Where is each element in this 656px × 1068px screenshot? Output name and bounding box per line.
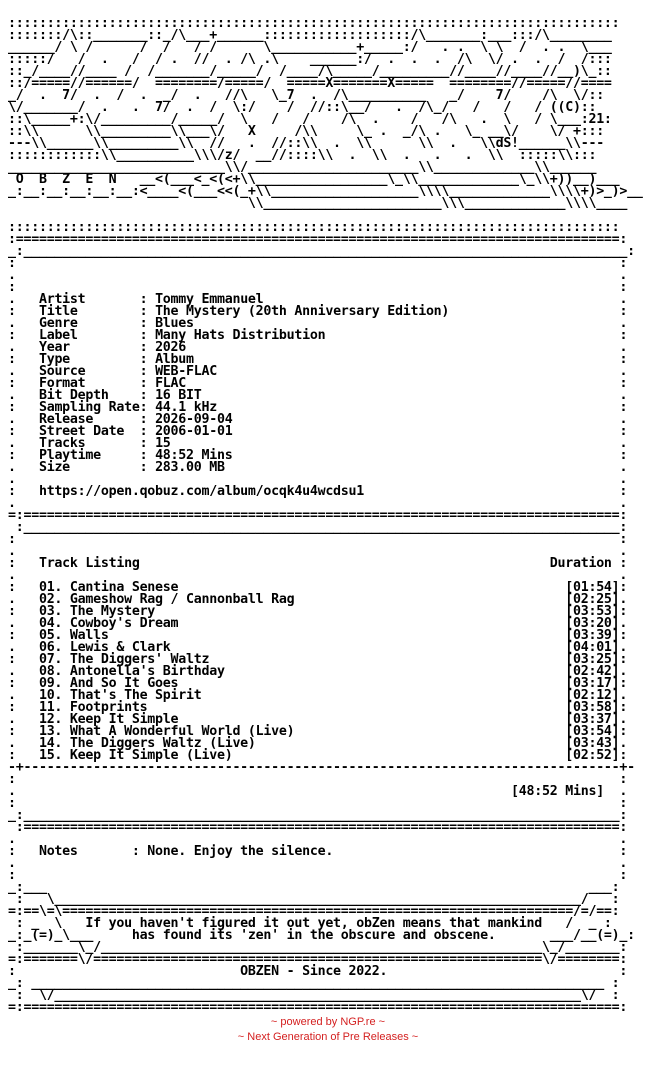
ascii-banner-line: ::\_____+:\/_________/_____/ \ / / /\ . / /\ . \ / \___:21: [8, 112, 612, 127]
track-row: : 07. The Diggers' Waltz [03:25]: [8, 652, 628, 667]
info-label-source: Source : [15, 364, 156, 379]
info-value-year: 2026 [155, 340, 620, 355]
info-border: : [8, 304, 16, 319]
info-border: . [619, 412, 628, 427]
info-border: : [8, 352, 16, 367]
track-row: : 05. Walls [03:39]: [8, 628, 628, 643]
info-value-title: The Mystery (20th Anniversary Edition) [155, 304, 620, 319]
album-url: : https://open.qobuz.com/album/ocqk4u4wcdsu1 : [8, 484, 628, 499]
info-label-year: Year : [15, 340, 156, 355]
info-border: . [8, 316, 16, 331]
info-value-genre: Blues [155, 316, 620, 331]
info-value-release: 2026-09-04 [155, 412, 620, 427]
nfo-line: : : [8, 532, 628, 547]
info-value-artist: Tommy Emmanuel [155, 292, 620, 307]
ascii-banner-line: \/_______/ . . 7/ . / \:/ / //::\__/ . /\_/ / / / ((C):: [8, 100, 597, 115]
ascii-banner-line: ::_/____//____ / /_______/_____/ /____/\_____/_________//____//____//__)\_:: [8, 64, 612, 79]
track-row: . 14. The Diggers Waltz (Live) [03:43]. [8, 736, 628, 751]
ascii-banner-line: _:______________________________________________________________________________: [8, 244, 635, 259]
notes-row: : Notes : None. Enjoy the silence. : [8, 844, 628, 859]
track-row: : 01. Cantina Senese [01:54]: [8, 580, 628, 595]
info-label-title: Title : [15, 304, 156, 319]
info-border: : [619, 352, 628, 367]
divider: _:_____________________________________________________________________________: [8, 808, 628, 823]
quote-box-line: =:==\=\==================================================================/=/==: [8, 904, 620, 919]
info-border: : [8, 328, 16, 343]
closing-line: _: __________________________________________________________________________ : [8, 976, 620, 991]
track-row: : 11. Footprints [03:58]: [8, 700, 628, 715]
info-border: : [619, 328, 628, 343]
nfo-line: . . [8, 832, 628, 847]
info-value-bit-depth: 16 BIT [155, 388, 620, 403]
closing-line: =:=============================================================================: [8, 1000, 628, 1015]
quote-line-1: : _ \ If you haven't figured it out yet, obZen means that mankind / _ : [15, 916, 612, 931]
ascii-banner-line: ::/=====//======/ ========/=====/ =====X=======X===== ========//=====//==== [8, 76, 612, 91]
info-border: : [619, 448, 628, 463]
nfo-line: . . [8, 544, 628, 559]
ascii-banner-line: O B Z E N __<(___<_<(<+\\_________________\_\\_____________\_\\+))__)___ [15, 172, 620, 187]
info-value-label: Many Hats Distribution [155, 328, 620, 343]
nfo-text [8, 18, 643, 1014]
ascii-banner-line: ---\\______\\_________\\ // . //::\\ . \\ \\ . \\dS!______\\--- [8, 136, 604, 151]
ascii-banner-line: _:__:__:__:__:__:<____<(___<<(_+\\___________________\\\\_____________\\\\+)>_)>__ [8, 184, 643, 199]
info-label-release: Release : [15, 412, 156, 427]
tracklist-header: : Track Listing Duration : [8, 556, 628, 571]
nfo-line: . . [8, 568, 628, 583]
track-row: : 15. Keep It Simple (Live) [02:52]: [8, 748, 628, 763]
signoff: : OBZEN - Since 2022. : [8, 964, 628, 979]
quote-line-2: _:_(=)_\___ has found its 'zen' in the obscure and obscene. ___/__(=)_: [8, 928, 635, 943]
ascii-banner-line: ::::::::::::::::::::::::::::::::::::::::::::::::::::::::::::::::::::::::::::::: [8, 16, 620, 31]
info-label-artist: Artist : [15, 292, 156, 307]
track-row: : 09. And So It Goes [03:17]: [8, 676, 628, 691]
info-border: : [619, 400, 628, 415]
track-row: . 06. Lewis & Clark [04:01]. [8, 640, 628, 655]
info-border: : [619, 424, 628, 439]
track-row: : 13. What A Wonderful World (Live) [03:54]: [8, 724, 628, 739]
powered-by-footer: ~ powered by NGP.re ~ [270, 1016, 386, 1028]
info-border: . [619, 316, 628, 331]
ascii-banner-line: ::\\ \\_________\\___\/ X /\\ \_ . _/\ . \_ __\/ \/ +::: [8, 124, 604, 139]
info-value-playtime: 48:52 Mins [155, 448, 620, 463]
nfo-line: . . [8, 472, 628, 487]
info-border: : [8, 448, 16, 463]
info-value-tracks: 15 [155, 436, 620, 451]
ascii-banner-line: _/ . 7/ . / . _/ . //\ \_7 . /\__________ _/ 7/ /\ \/:: [8, 88, 604, 103]
info-value-source: WEB-FLAC [155, 364, 620, 379]
info-label-sampling-rate: Sampling Rate: [15, 400, 156, 415]
info-label-tracks: Tracks : [15, 436, 156, 451]
track-row: . 10. That's The Spirit [02:12]. [8, 688, 628, 703]
info-border: : [8, 424, 16, 439]
ascii-banner-line: :::::::/\::_______::_/\___+______:::::::::::::::::::/\_______:___:::/\________ [8, 28, 612, 43]
track-row: . 08. Antonella's Birthday [02:42]. [8, 664, 628, 679]
info-label-bit-depth: Bit Depth : [15, 388, 156, 403]
track-row: . 04. Cowboy's Dream [03:20]. [8, 616, 628, 631]
info-border: . [619, 292, 628, 307]
nfo-line: : : [8, 796, 628, 811]
quote-box-bottom: =:=======\/==========================================================\/========: [8, 952, 628, 967]
ascii-banner-line: :::::/ / . / / . // . /\ .\ ______:/ . . . /\ \/ . . / /::: [8, 52, 612, 67]
nfo-line: : : [8, 772, 628, 787]
info-border: . [8, 436, 16, 451]
ascii-banner-line: \\_______________________\\\_____________\\\\____ [247, 196, 628, 211]
ascii-banner-line: . . [8, 268, 628, 283]
info-border: . [8, 340, 16, 355]
info-label-genre: Genre : [15, 316, 156, 331]
info-border: . [619, 460, 628, 475]
ascii-banner-line: :==============================================================================: [8, 232, 628, 247]
info-border: . [8, 364, 16, 379]
info-border: : [619, 376, 628, 391]
info-label-type: Type : [15, 352, 156, 367]
divider: =:=============================================================================: [8, 508, 628, 523]
ascii-banner-line: ::::::::::::\\__________\\\/z/ __//::::\\ . \\ . . . \\ :::::\\::: [8, 148, 597, 163]
info-value-street-date: 2006-01-01 [155, 424, 620, 439]
quote-box-top: _:___ ___: [8, 880, 620, 895]
info-border: . [8, 412, 16, 427]
nfo-line: . . [8, 856, 628, 871]
ascii-banner-line: ______/ \ / / / / / \___________+_____:/ . . \ \ / . . \___ [8, 40, 612, 55]
divider: :_____________________________________________________________________________: [15, 520, 628, 535]
track-row: . 02. Gameshow Rag / Cannonball Rag [02:25]. [8, 592, 628, 607]
info-border: : [619, 304, 628, 319]
ngp-tagline-footer: ~ Next Generation of Pre Releases ~ [237, 1031, 419, 1043]
info-label-street-date: Street Date : [15, 424, 156, 439]
nfo-line: : : [8, 868, 628, 883]
info-label-format: Format : [15, 376, 156, 391]
track-row: . 12. Keep It Simple [03:37]. [8, 712, 628, 727]
info-value-size: 283.00 MB [155, 460, 620, 475]
nfo-line: . . [8, 496, 628, 511]
info-value-sampling-rate: 44.1 kHz [155, 400, 620, 415]
divider: -+-----------------------------------------------------------------------------+- [8, 760, 635, 775]
total-playtime: . [48:52 Mins] . [8, 784, 628, 799]
info-label-label: Label : [15, 328, 156, 343]
info-value-type: Album [155, 352, 620, 367]
info-border: . [8, 292, 16, 307]
info-border: : [8, 376, 16, 391]
ascii-banner-line: ____________________________\\/______________________\\_____________\\______ [8, 160, 597, 175]
info-border: . [619, 364, 628, 379]
nfo-line: : : [8, 280, 628, 295]
quote-box-top: : \____________________________________________________________________/ : [15, 892, 620, 907]
ascii-banner-line: ::::::::::::::::::::::::::::::::::::::::::::::::::::::::::::::::::::::::::::::: [8, 220, 620, 235]
quote-box-bottom: :_______\_/_________________________________________________________\_/_______: [15, 940, 628, 955]
info-border: . [8, 388, 16, 403]
closing-line: : \/____________________________________________________________________\/ : [15, 988, 620, 1003]
divider: :=============================================================================: [15, 820, 628, 835]
info-label-size: Size : [15, 460, 156, 475]
info-border: . [619, 340, 628, 355]
track-row: : 03. The Mystery [03:53]: [8, 604, 628, 619]
info-value-format: FLAC [155, 376, 620, 391]
info-border: . [619, 436, 628, 451]
info-label-playtime: Playtime : [15, 448, 156, 463]
info-border: . [619, 388, 628, 403]
info-border: . [8, 460, 16, 475]
info-border: : [8, 400, 16, 415]
ascii-banner-line: : : [8, 256, 628, 271]
